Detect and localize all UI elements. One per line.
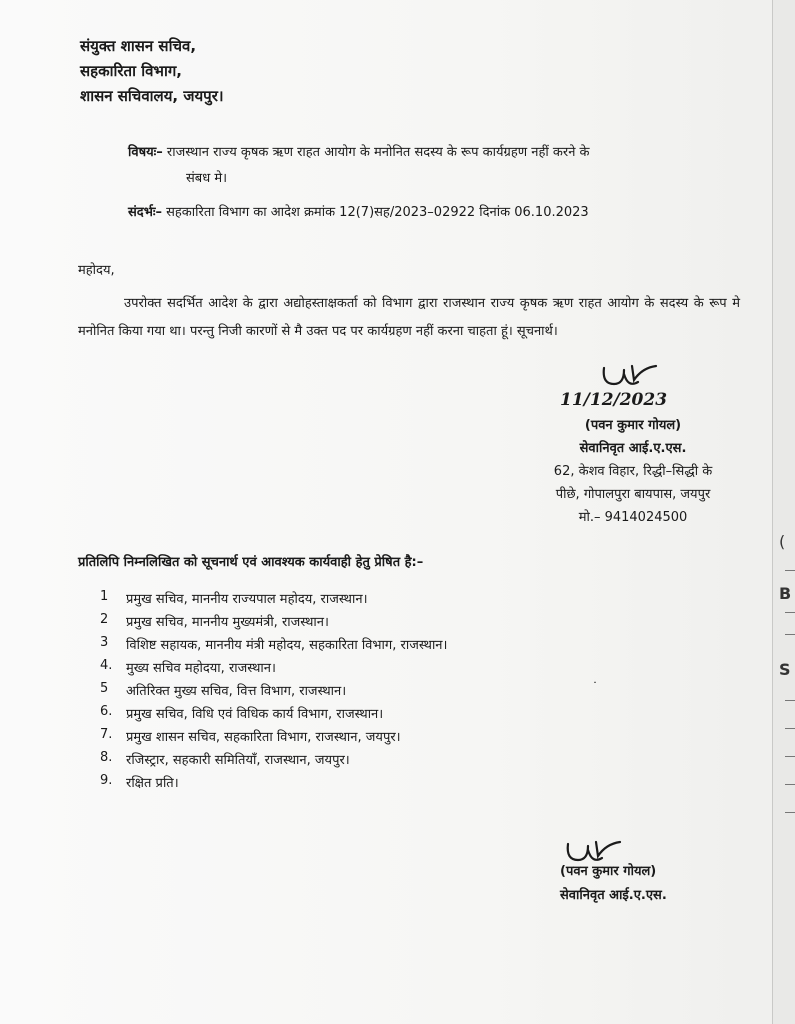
list-item	[100, 635, 447, 658]
subject-label: विषयः–	[128, 145, 163, 160]
reference-text: सहकारिता विभाग का आदेश क्रमांक 12(7)सह/2023–02922 दिनांक 06.10.2023	[166, 205, 589, 220]
background-paper-edge	[772, 0, 795, 1024]
copy-signatory-designation: सेवानिवृत आई.ए.एस.	[560, 888, 667, 903]
list-item-text: रक्षित प्रति।	[126, 776, 179, 791]
signatory-name: (पवन कुमार गोयल)	[584, 418, 682, 433]
stray-mark: ˙	[592, 680, 598, 694]
list-item	[100, 704, 447, 727]
list-item	[100, 612, 447, 635]
list-item	[100, 681, 447, 704]
list-item-text: प्रमुख सचिव, माननीय राज्यपाल महोदय, राजस्थान।	[126, 592, 368, 607]
list-item-text: प्रमुख शासन सचिव, सहकारिता विभाग, राजस्थान, जयपुर।	[126, 730, 401, 745]
signatory-designation: सेवानिवृत आई.ए.एस.	[579, 441, 687, 456]
signatory-address-line: 62, केशव विहार, रिद्धी–सिद्धी के	[553, 464, 713, 479]
list-item	[100, 773, 447, 796]
edge-rule	[785, 634, 795, 635]
list-item-number: 1	[100, 589, 109, 604]
list-item	[100, 589, 447, 612]
edge-rule	[785, 812, 795, 813]
addressee-line: संयुक्त शासन सचिव,	[80, 37, 197, 55]
edge-rule	[785, 570, 795, 571]
edge-rule	[785, 700, 795, 701]
edge-fragment-paren: (	[779, 532, 786, 551]
list-item-number: 4.	[100, 658, 113, 673]
edge-rule	[785, 784, 795, 785]
list-item-text: मुख्य सचिव महोदया, राजस्थान।	[126, 661, 276, 676]
subject-block	[128, 140, 748, 192]
list-item-text: प्रमुख सचिव, माननीय मुख्यमंत्री, राजस्थान।	[126, 615, 329, 630]
list-item-text: रजिस्ट्रार, सहकारी समितियाँ, राजस्थान, जयपुर।	[126, 753, 350, 768]
addressee-block	[80, 34, 224, 109]
copy-list	[100, 589, 447, 796]
list-item-text: अतिरिक्त मुख्य सचिव, वित्त विभाग, राजस्थान।	[126, 684, 347, 699]
reference-block	[128, 202, 589, 220]
signatory-block	[528, 414, 738, 529]
list-item-number: 7.	[100, 727, 113, 742]
list-item	[100, 658, 447, 681]
list-item-text: विशिष्ट सहायक, माननीय मंत्री महोदय, सहकारिता विभाग, राजस्थान।	[126, 638, 448, 653]
list-item	[100, 727, 447, 750]
list-item-number: 5	[100, 681, 109, 696]
edge-rule	[785, 728, 795, 729]
addressee-line: सहकारिता विभाग,	[80, 62, 182, 80]
edge-fragment-s: S	[779, 660, 791, 679]
signature-date: 11/12/2023	[560, 390, 668, 410]
list-item	[100, 750, 447, 773]
addressee-line: शासन सचिवालय, जयपुर।	[80, 87, 224, 105]
copy-signatory-block	[560, 860, 667, 908]
signatory-address-line: पीछे, गोपालपुरा बायपास, जयपुर	[555, 487, 711, 502]
list-item-number: 8.	[100, 750, 113, 765]
list-item-number: 2	[100, 612, 109, 627]
edge-rule	[785, 756, 795, 757]
salutation: महोदय,	[78, 263, 115, 278]
reference-label: संदर्भः–	[128, 205, 162, 220]
signatory-mobile: मो.– 9414024500	[578, 510, 688, 525]
subject-text: राजस्थान राज्य कृषक ऋण राहत आयोग के मनोनित सदस्य के रूप कार्यग्रहण नहीं करने के	[166, 145, 590, 160]
copy-signatory-name: (पवन कुमार गोयल)	[560, 864, 657, 879]
list-item-text: प्रमुख सचिव, विधि एवं विधिक कार्य विभाग, राजस्थान।	[126, 707, 384, 722]
list-item-number: 9.	[100, 773, 113, 788]
edge-rule	[785, 612, 795, 613]
copy-heading: प्रतिलिपि निम्नलिखित को सूचनार्थ एवं आवश्यक कार्यवाही हेतु प्रेषित है:–	[78, 555, 424, 570]
edge-fragment-b: B	[779, 584, 792, 603]
letter-body: उपरोक्त सदर्भित आदेश के द्वारा अद्योहस्ताक्षकर्ता को विभाग द्वारा राजस्थान राज्य कृषक ऋण राहत आयोग के सदस्य के रूप मे मनोनित किया गया था। परन्तु निजी कारणों से मै उक्त पद पर कार्यग्रहण नहीं करना चाहता हूं। सूचनार्थ।	[78, 296, 740, 339]
list-item-number: 3	[100, 635, 109, 650]
subject-continuation: संबध मे।	[186, 171, 228, 186]
list-item-number: 6.	[100, 704, 113, 719]
